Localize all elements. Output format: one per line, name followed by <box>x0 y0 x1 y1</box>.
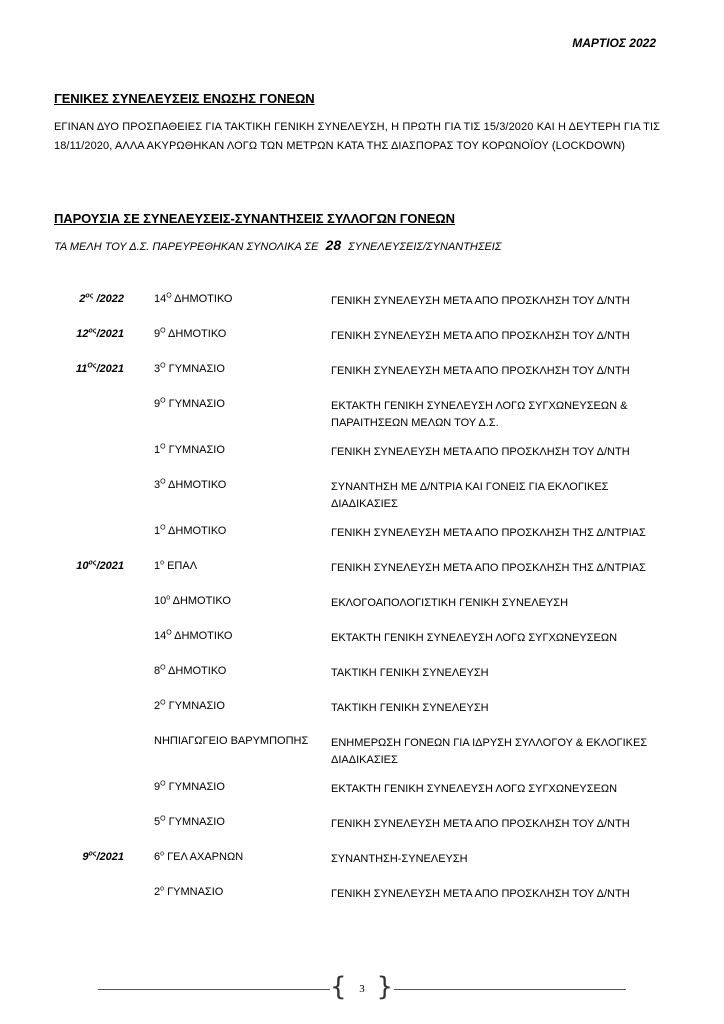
meeting-description: ΓΕΝΙΚΗ ΣΥΝΕΛΕΥΣΗ ΜΕΤΑ ΑΠΟ ΠΡΟΣΚΛΗΣΗ ΤΟΥ Δ/ΝΤΗ <box>331 446 630 458</box>
meeting-description: ΕΚΤΑΚΤΗ ΓΕΝΙΚΗ ΣΥΝΕΛΕΥΣΗ ΛΟΓΩ ΣΥΓΧΩΝΕΥΣΕΩΝ <box>331 783 618 795</box>
meeting-row <box>0 815 724 850</box>
date-number: 11 <box>75 363 88 375</box>
school-ordinal: Ο <box>160 397 166 405</box>
meeting-description: ΕΚΤΑΚΤΗ ΓΕΝΙΚΗ ΣΥΝΕΛΕΥΣΗ ΛΟΓΩ ΣΥΓΧΩΝΕΥΣΕΩΝ <box>331 632 618 644</box>
meeting-description: ΕΚΤΑΚΤΗ ΓΕΝΙΚΗ ΣΥΝΕΛΕΥΣΗ ΛΟΓΩ ΣΥΓΧΩΝΕΥΣΕΩΝ & ΠΑΡΑΙΤΗΣΕΩΝ ΜΕΛΩΝ ΤΟΥ Δ.Σ. <box>331 400 628 429</box>
date-number: 9 <box>82 851 89 863</box>
school-number: 1 <box>154 560 161 572</box>
page-number: 3 <box>359 983 365 995</box>
date-year: /2021 <box>96 560 124 572</box>
school-ordinal: Ο <box>160 664 166 672</box>
school-name <box>154 479 226 491</box>
date-year: /2022 <box>93 293 124 305</box>
school-ordinal: ο <box>160 850 165 858</box>
school-name <box>154 328 226 340</box>
school-number: 8 <box>154 665 161 677</box>
school-type: ΔΗΜΟΤΙΚΟ <box>171 630 233 642</box>
general-assemblies-title: ΓΕΝΙΚΕΣ ΣΥΝΕΛΕΥΣΕΙΣ ΕΝΩΣΗΣ ΓΟΝΕΩΝ <box>54 91 315 106</box>
meeting-description: ΕΚΛΟΓΟΑΠΟΛΟΓΙΣΤΙΚΗ ΓΕΝΙΚΗ ΣΥΝΕΛΕΥΣΗ <box>331 597 569 609</box>
meeting-row <box>0 362 724 397</box>
attendance-title: ΠΑΡΟΥΣΙΑ ΣΕ ΣΥΝΕΛΕΥΣΕΙΣ-ΣΥΝΑΝΤΗΣΕΙΣ ΣΥΛΛΟΓΩΝ ΓΟΝΕΩΝ <box>54 211 455 226</box>
meeting-description: ΓΕΝΙΚΗ ΣΥΝΕΛΕΥΣΗ ΜΕΤΑ ΑΠΟ ΠΡΟΣΚΛΗΣΗ ΤΟΥ Δ/ΝΤΗ <box>331 888 630 900</box>
date-ordinal: ος <box>85 292 94 300</box>
school-type: ΓΥΜΝΑΣΙΟ <box>165 781 225 793</box>
left-brace-ornament: { <box>330 972 347 1002</box>
meeting-date <box>54 560 124 572</box>
school-type: ΔΗΜΟΤΙΚΟ <box>171 293 233 305</box>
school-type: ΝΗΠΙΑΓΩΓΕΙΟ ΒΑΡΥΜΠΟΠΗΣ <box>154 735 309 747</box>
school-type: ΔΗΜΟΤΙΚΟ <box>170 595 231 607</box>
school-type: ΔΗΜΟΤΙΚΟ <box>165 665 227 677</box>
school-type: ΓΕΛ ΑΧΑΡΝΩΝ <box>164 851 244 863</box>
school-name <box>154 886 223 898</box>
school-name <box>154 398 225 410</box>
school-number: 14 <box>154 293 167 305</box>
meeting-row <box>0 850 724 885</box>
summary-text-after: ΣΥΝΕΛΕΥΣΕΙΣ/ΣΥΝΑΝΤΗΣΕΙΣ <box>348 241 502 253</box>
meeting-row <box>0 885 724 920</box>
school-number: 5 <box>154 816 161 828</box>
date-ordinal: ος <box>88 559 97 567</box>
date-number: 10 <box>76 560 89 572</box>
date-ordinal: Ος <box>87 362 97 370</box>
school-type: ΔΗΜΟΤΙΚΟ <box>165 525 227 537</box>
school-name <box>154 665 226 677</box>
school-ordinal: ο <box>160 559 165 567</box>
school-number: 1 <box>154 525 161 537</box>
school-number: 1 <box>154 444 161 456</box>
meeting-row <box>0 734 724 780</box>
school-name <box>154 595 231 607</box>
school-ordinal: Ο <box>166 629 172 637</box>
meeting-date <box>54 363 124 375</box>
meeting-description: ΤΑΚΤΙΚΗ ΓΕΝΙΚΗ ΣΥΝΕΛΕΥΣΗ <box>331 702 489 714</box>
school-name <box>154 816 225 828</box>
meeting-description: ΓΕΝΙΚΗ ΣΥΝΕΛΕΥΣΗ ΜΕΤΑ ΑΠΟ ΠΡΟΣΚΛΗΣΗ ΤΗΣ Δ/ΝΤΡΙΑΣ <box>331 527 646 539</box>
school-name <box>154 363 225 375</box>
meeting-description: ΓΕΝΙΚΗ ΣΥΝΕΛΕΥΣΗ ΜΕΤΑ ΑΠΟ ΠΡΟΣΚΛΗΣΗ ΤΟΥ Δ/ΝΤΗ <box>331 365 630 377</box>
school-ordinal: Ο <box>160 443 166 451</box>
school-number: 2 <box>154 700 161 712</box>
school-number: 3 <box>154 479 161 491</box>
meeting-row <box>0 594 724 629</box>
meeting-row <box>0 443 724 478</box>
school-type: ΓΥΜΝΑΣΙΟ <box>165 398 225 410</box>
meeting-row <box>0 292 724 327</box>
meeting-count: 28 <box>325 237 342 253</box>
school-ordinal: Ο <box>160 362 166 370</box>
date-year: /2021 <box>96 363 124 375</box>
meeting-row <box>0 478 724 524</box>
school-name <box>154 630 233 642</box>
meeting-description: ΓΕΝΙΚΗ ΣΥΝΕΛΕΥΣΗ ΜΕΤΑ ΑΠΟ ΠΡΟΣΚΛΗΣΗ ΤΟΥ Δ/ΝΤΗ <box>331 295 630 307</box>
school-number: 3 <box>154 363 161 375</box>
school-ordinal: Ο <box>160 699 166 707</box>
school-type: ΓΥΜΝΑΣΙΟ <box>165 444 225 456</box>
school-type: ΓΥΜΝΑΣΙΟ <box>164 886 224 898</box>
school-ordinal: Ο <box>160 780 166 788</box>
date-number: 2 <box>79 293 86 305</box>
school-ordinal: Ο <box>160 815 166 823</box>
school-name <box>154 560 197 572</box>
footer-divider-right <box>394 989 626 990</box>
meeting-description: ΣΥΝΑΝΤΗΣΗ-ΣΥΝΕΛΕΥΣΗ <box>331 853 468 865</box>
school-number: 2 <box>154 886 161 898</box>
date-year: /2021 <box>96 851 124 863</box>
meeting-description: ΣΥΝΑΝΤΗΣΗ ΜΕ Δ/ΝΤΡΙΑ ΚΑΙ ΓΟΝΕΙΣ ΓΙΑ ΕΚΛΟΓΙΚΕΣ ΔΙΑΔΙΚΑΣΙΕΣ <box>331 481 609 510</box>
attendance-summary <box>54 237 674 253</box>
attendance-section <box>54 211 674 253</box>
school-name <box>154 293 233 305</box>
meeting-row <box>0 524 724 559</box>
school-number: 9 <box>154 328 161 340</box>
school-number: 9 <box>154 398 161 410</box>
school-number: 10 <box>154 595 167 607</box>
meeting-date <box>54 851 124 863</box>
meeting-date <box>54 293 124 305</box>
school-number: 9 <box>154 781 161 793</box>
school-name <box>154 525 226 537</box>
school-ordinal: Ο <box>166 292 172 300</box>
school-ordinal: Ο <box>160 327 166 335</box>
meeting-row <box>0 664 724 699</box>
school-type: ΔΗΜΟΤΙΚΟ <box>165 479 227 491</box>
school-type: ΓΥΜΝΑΣΙΟ <box>165 816 225 828</box>
school-number: 14 <box>154 630 167 642</box>
page-footer <box>98 972 626 1008</box>
general-assemblies-section <box>54 91 660 155</box>
meeting-date <box>54 328 124 340</box>
date-year: /2021 <box>96 328 124 340</box>
meeting-description: ΕΝΗΜΕΡΩΣΗ ΓΟΝΕΩΝ ΓΙΑ ΙΔΡΥΣΗ ΣΥΛΛΟΓΟΥ & ΕΚΛΟΓΙΚΕΣ ΔΙΑΔΙΚΑΣΙΕΣ <box>331 737 648 766</box>
meeting-description: ΓΕΝΙΚΗ ΣΥΝΕΛΕΥΣΗ ΜΕΤΑ ΑΠΟ ΠΡΟΣΚΛΗΣΗ ΤΟΥ Δ/ΝΤΗ <box>331 330 630 342</box>
school-ordinal: Ο <box>160 478 166 486</box>
summary-text-before: ΤΑ ΜΕΛΗ ΤΟΥ Δ.Σ. ΠΑΡΕΥΡΕΘΗΚΑΝ ΣΥΝΟΛΙΚΑ ΣΕ <box>54 241 319 253</box>
meeting-row <box>0 559 724 594</box>
date-ordinal: ος <box>88 327 97 335</box>
school-name <box>154 781 225 793</box>
meeting-description: ΓΕΝΙΚΗ ΣΥΝΕΛΕΥΣΗ ΜΕΤΑ ΑΠΟ ΠΡΟΣΚΛΗΣΗ ΤΗΣ Δ/ΝΤΡΙΑΣ <box>331 562 646 574</box>
meeting-row <box>0 780 724 815</box>
school-number: 6 <box>154 851 161 863</box>
school-name <box>154 700 225 712</box>
meeting-row <box>0 397 724 443</box>
school-name <box>154 851 243 863</box>
meeting-description: ΓΕΝΙΚΗ ΣΥΝΕΛΕΥΣΗ ΜΕΤΑ ΑΠΟ ΠΡΟΣΚΛΗΣΗ ΤΟΥ Δ/ΝΤΗ <box>331 818 630 830</box>
document-date: ΜΑΡΤΙΟΣ 2022 <box>572 36 656 50</box>
meeting-row <box>0 629 724 664</box>
school-ordinal: ο <box>160 885 165 893</box>
school-ordinal: ο <box>166 594 171 602</box>
meeting-row <box>0 327 724 362</box>
school-ordinal: Ο <box>160 524 166 532</box>
meetings-list <box>0 292 724 920</box>
right-brace-ornament: } <box>376 972 393 1002</box>
school-type: ΔΗΜΟΤΙΚΟ <box>165 328 227 340</box>
date-ordinal: ος <box>88 850 97 858</box>
school-name <box>154 735 308 747</box>
meeting-description: ΤΑΚΤΙΚΗ ΓΕΝΙΚΗ ΣΥΝΕΛΕΥΣΗ <box>331 667 489 679</box>
meeting-row <box>0 699 724 734</box>
general-assemblies-body: ΕΓΙΝΑΝ ΔΥΟ ΠΡΟΣΠΑΘΕΙΕΣ ΓΙΑ ΤΑΚΤΙΚΗ ΓΕΝΙΚΗ ΣΥΝΕΛΕΥΣΗ, Η ΠΡΩΤΗ ΓΙΑ ΤΙΣ 15/3/2020 ΚΑΙ Η ΔΕΥΤΕΡΗ ΓΙΑ ΤΙΣ 18/11/2020, ΑΛΛΑ ΑΚΥΡΩΘΗΚΑΝ ΛΟΓΩ ΤΩΝ ΜΕΤΡΩΝ ΚΑΤΑ ΤΗΣ ΔΙΑΣΠΟΡΑΣ ΤΟΥ ΚΟΡΩΝΟΪΟΥ (LOCKDOWN) <box>54 121 660 152</box>
date-number: 12 <box>76 328 89 340</box>
school-type: ΓΥΜΝΑΣΙΟ <box>165 363 225 375</box>
school-type: ΕΠΑΛ <box>164 560 198 572</box>
school-name <box>154 444 225 456</box>
school-type: ΓΥΜΝΑΣΙΟ <box>165 700 225 712</box>
